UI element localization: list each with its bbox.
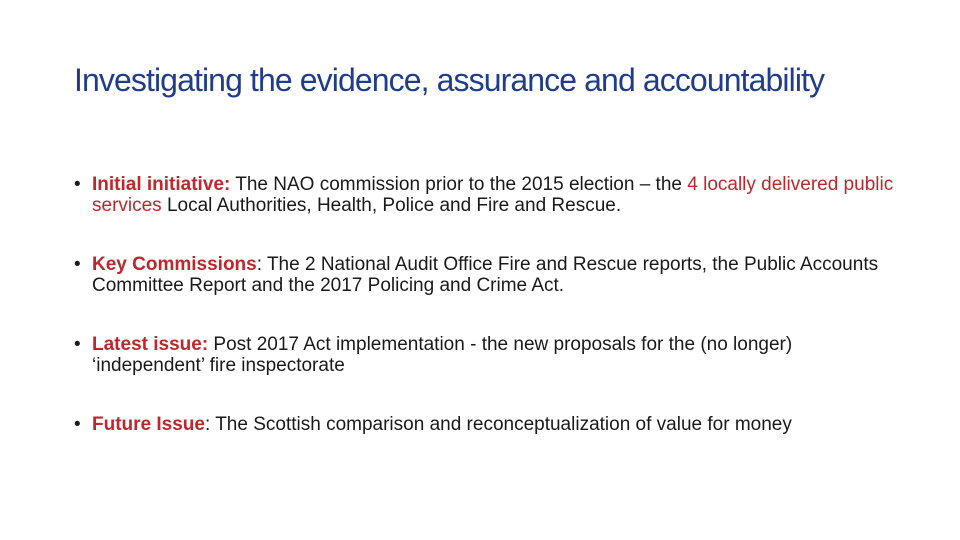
bullet-dot-icon: • bbox=[74, 334, 81, 355]
bullet-highlight-text: 4 locally delivered public services bbox=[92, 174, 894, 216]
bullet-item-key-commissions bbox=[74, 254, 904, 296]
bullet-text: The NAO commission prior to the 2015 election – the bbox=[230, 174, 688, 195]
bullet-dot-icon: • bbox=[74, 414, 81, 435]
bullet-item-initial-initiative bbox=[74, 174, 904, 216]
bullet-key-label: Future Issue bbox=[92, 414, 205, 435]
bullet-dot-icon: • bbox=[74, 254, 81, 275]
bullet-text: : The Scottish comparison and reconceptualization of value for money bbox=[204, 414, 792, 435]
bullet-text: Post 2017 Act implementation - the new proposals for the (no longer) ‘independent’ fire inspectorate bbox=[92, 334, 793, 376]
bullet-text: : The 2 National Audit Office Fire and Rescue reports, the Public Accounts Committee Report and the 2017 Policing and Crime Act. bbox=[92, 254, 879, 296]
bullet-list bbox=[74, 174, 904, 473]
slide-title: Investigating the evidence, assurance and accountability bbox=[74, 62, 825, 98]
bullet-key-label: Key Commissions bbox=[92, 254, 257, 275]
bullet-item-future-issue bbox=[74, 414, 904, 435]
bullet-dot-icon: • bbox=[74, 174, 81, 195]
bullet-item-latest-issue bbox=[74, 334, 904, 376]
bullet-key-label: Initial initiative: bbox=[92, 174, 231, 195]
bullet-key-label: Latest issue: bbox=[92, 334, 209, 355]
bullet-text-continued: Local Authorities, Health, Police and Fire and Rescue. bbox=[161, 195, 622, 216]
